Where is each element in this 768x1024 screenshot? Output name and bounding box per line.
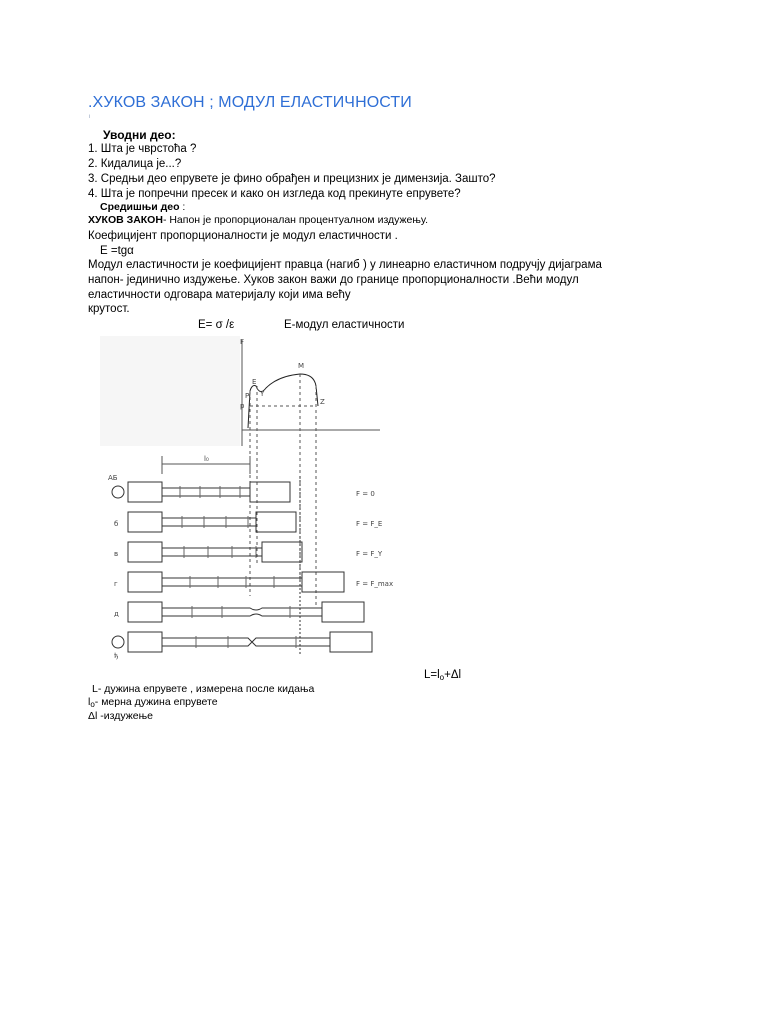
hooke-law-definition: - Напон је пропорционалан процентуалном издужењу. (162, 214, 429, 226)
question-3: 3. Средњи део епрувете је фино обрађен и прецизних је димензија. Зашто? (88, 173, 496, 185)
row-label-1: АБ (108, 474, 118, 482)
length-formula-sub: o (439, 673, 445, 682)
definition-l0 (88, 696, 218, 711)
side-label-2: F = F_E (356, 520, 383, 528)
definition-l: L- дужина епрувете , измерена после кидања (92, 683, 315, 695)
question-2: 2. Кидалица је...? (88, 158, 182, 170)
modulus-formula-label: E-модул еластичности (284, 319, 405, 331)
definition-l0-sub: o (90, 700, 95, 709)
tiny-mark: i (89, 114, 91, 120)
length-formula-a: L=l (424, 669, 440, 681)
paragraph-line-3: еластичности одговара материјалу који има већу (88, 289, 351, 301)
curve-label-e: E (252, 378, 257, 386)
curve-label-z: Z (320, 398, 325, 406)
specimen-row-6 (112, 632, 372, 652)
specimen-rows (112, 476, 372, 656)
row-label-4: г (114, 580, 118, 588)
middle-heading-suffix: : (179, 201, 186, 213)
middle-heading (100, 201, 185, 214)
hooke-law-line (88, 214, 428, 227)
curve-label-p: P (245, 392, 250, 400)
paragraph-line-4: крутост. (88, 303, 130, 315)
curve-label-y: Y (260, 390, 265, 398)
definition-l0-a: l (88, 696, 91, 708)
intro-heading: Уводни део: (103, 128, 176, 142)
dimension-label: l₀ (204, 455, 209, 463)
length-formula (424, 668, 461, 685)
length-formula-b: +Δl (444, 669, 462, 681)
specimen-row-5 (128, 602, 364, 622)
axis-label-f: F (240, 338, 245, 346)
curve-label-p-small: p (240, 402, 245, 410)
e-tg-formula: E =tgα (100, 245, 134, 257)
side-label-1: F = 0 (356, 490, 375, 498)
tensile-test-drawing (100, 336, 480, 666)
row-label-6: ђ (114, 652, 119, 660)
specimen-row-3 (128, 542, 302, 562)
modulus-formula: E= σ /ε (198, 319, 235, 331)
definition-l0-b: - мерна дужина епрувете (94, 696, 218, 708)
specimen-row-2 (128, 512, 296, 532)
gauge-marks (180, 486, 296, 648)
specimen-row-4 (128, 572, 344, 592)
tensile-test-figure (100, 336, 480, 671)
question-4: 4. Шта је попречни пресек и како он изгледа код прекинуте епрувете? (88, 188, 461, 200)
row-label-2: б (114, 520, 119, 528)
coefficient-line: Коефицијент пропорционалности је модул еластичности . (88, 230, 398, 242)
paragraph-line-2: напон- јединично издужење. Хуков закон важи до границе пропорционалности .Већи модул (88, 274, 579, 286)
paragraph-line-1: Модул еластичности је коефицијент правца (нагиб ) у линеарно еластичном подручју дијаграма (88, 259, 602, 271)
question-1: 1. Шта је чврстоћа ? (88, 143, 197, 155)
side-label-3: F = F_Y (356, 550, 383, 558)
definition-dl: Δl -издужење (88, 710, 153, 722)
row-label-3: в (114, 550, 119, 558)
curve-label-m: M (298, 362, 305, 370)
specimen-row-1 (112, 482, 290, 502)
row-label-5: д (114, 610, 119, 618)
side-label-4: F = F_max (356, 580, 394, 588)
hooke-law-term: ХУКОВ ЗАКОН (88, 214, 163, 226)
page-title: .ХУКОВ ЗАКОН ; МОДУЛ ЕЛАСТИЧНОСТИ (88, 94, 412, 111)
stress-strain-curve (248, 374, 318, 428)
middle-heading-text: Средишњи део (100, 201, 180, 213)
